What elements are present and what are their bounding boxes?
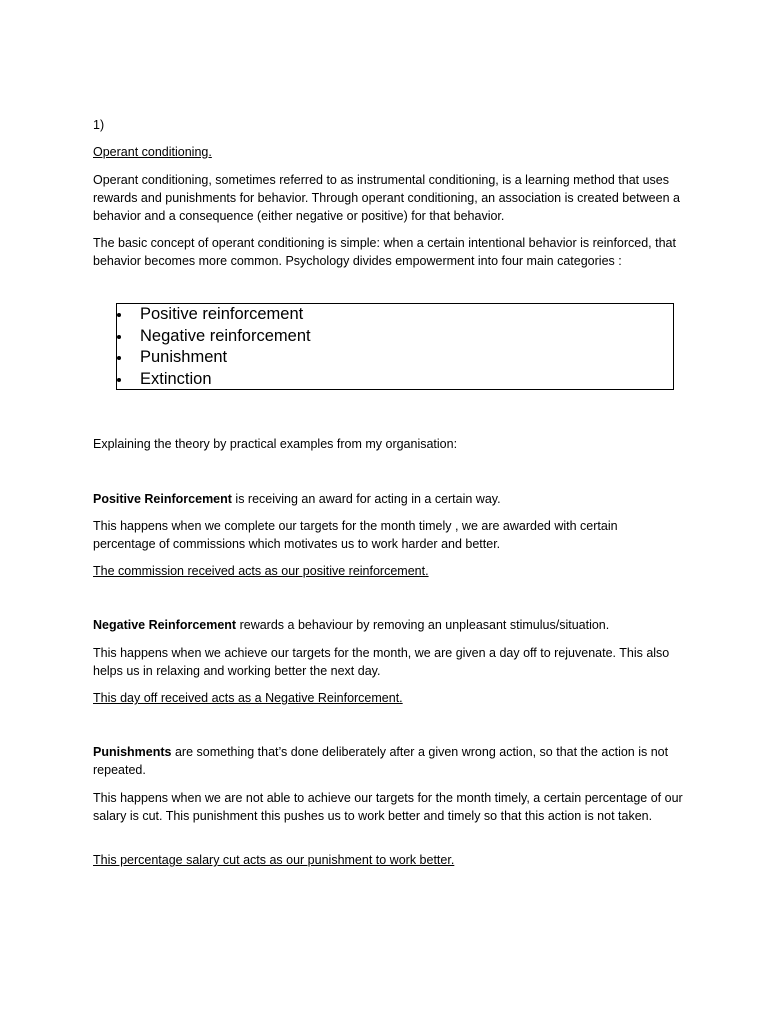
positive-definition-text: is receiving an award for acting in a certain way. [231, 492, 501, 506]
punishment-example: This happens when we are not able to achieve our targets for the month timely, a certain percentage of our salary is cut. This punishment this pushes us to work better and timely so that this action is not taken. [93, 791, 683, 823]
positive-conclusion: The commission received acts as our positive reinforcement. [93, 564, 429, 578]
bullet-icon [117, 313, 121, 317]
section-heading: Operant conditioning. [93, 145, 212, 159]
bullet-icon [117, 378, 121, 382]
punishment-definition-text: are something that’s done deliberately after a given wrong action, so that the action is not repeated. [93, 745, 669, 777]
category-item [117, 347, 673, 369]
paragraph-definition: Operant conditioning, sometimes referred to as instrumental conditioning, is a learning method that uses rewards and punishments for behavior. Through operant conditioning, an association is created between a behavior and a consequence (either negative or positive) for that behavior. [93, 173, 680, 223]
categories-list [117, 304, 673, 390]
category-label: Negative reinforcement [140, 326, 311, 345]
category-label: Extinction [140, 369, 212, 388]
punishment-definition [93, 743, 683, 779]
category-label: Punishment [140, 348, 228, 366]
negative-conclusion: This day off received acts as a Negative Reinforcement. [93, 691, 403, 705]
positive-example: This happens when we complete our targets for the month timely , we are awarded with certain percentage of commissions which motivates us to work harder and better. [93, 519, 618, 551]
negative-definition-text: rewards a behaviour by removing an unpleasant stimulus/situation. [236, 618, 610, 632]
categories-box [116, 303, 674, 390]
bullet-icon [117, 356, 121, 360]
negative-term: Negative Reinforcement [93, 618, 237, 632]
paragraph-concept: The basic concept of operant conditioning is simple: when a certain intentional behavior is reinforced, that behavior becomes more common. Psychology divides empowerment into four main categories : [93, 236, 676, 268]
category-label: Positive reinforcement [140, 305, 304, 323]
bullet-icon [117, 335, 121, 339]
negative-definition [93, 616, 683, 634]
category-item [117, 369, 673, 391]
punishment-conclusion: This percentage salary cut acts as our punishment to work better. [93, 853, 455, 867]
positive-definition [93, 490, 683, 508]
category-item [117, 326, 673, 348]
examples-intro: Explaining the theory by practical examples from my organisation: [93, 437, 458, 451]
section-number: 1) [93, 118, 105, 132]
punishment-term: Punishments [93, 745, 172, 759]
negative-example: This happens when we achieve our targets for the month, we are given a day off to rejuvenate. This also helps us in relaxing and working better the next day. [93, 646, 670, 678]
category-item [117, 304, 673, 326]
positive-term: Positive Reinforcement [93, 492, 232, 506]
